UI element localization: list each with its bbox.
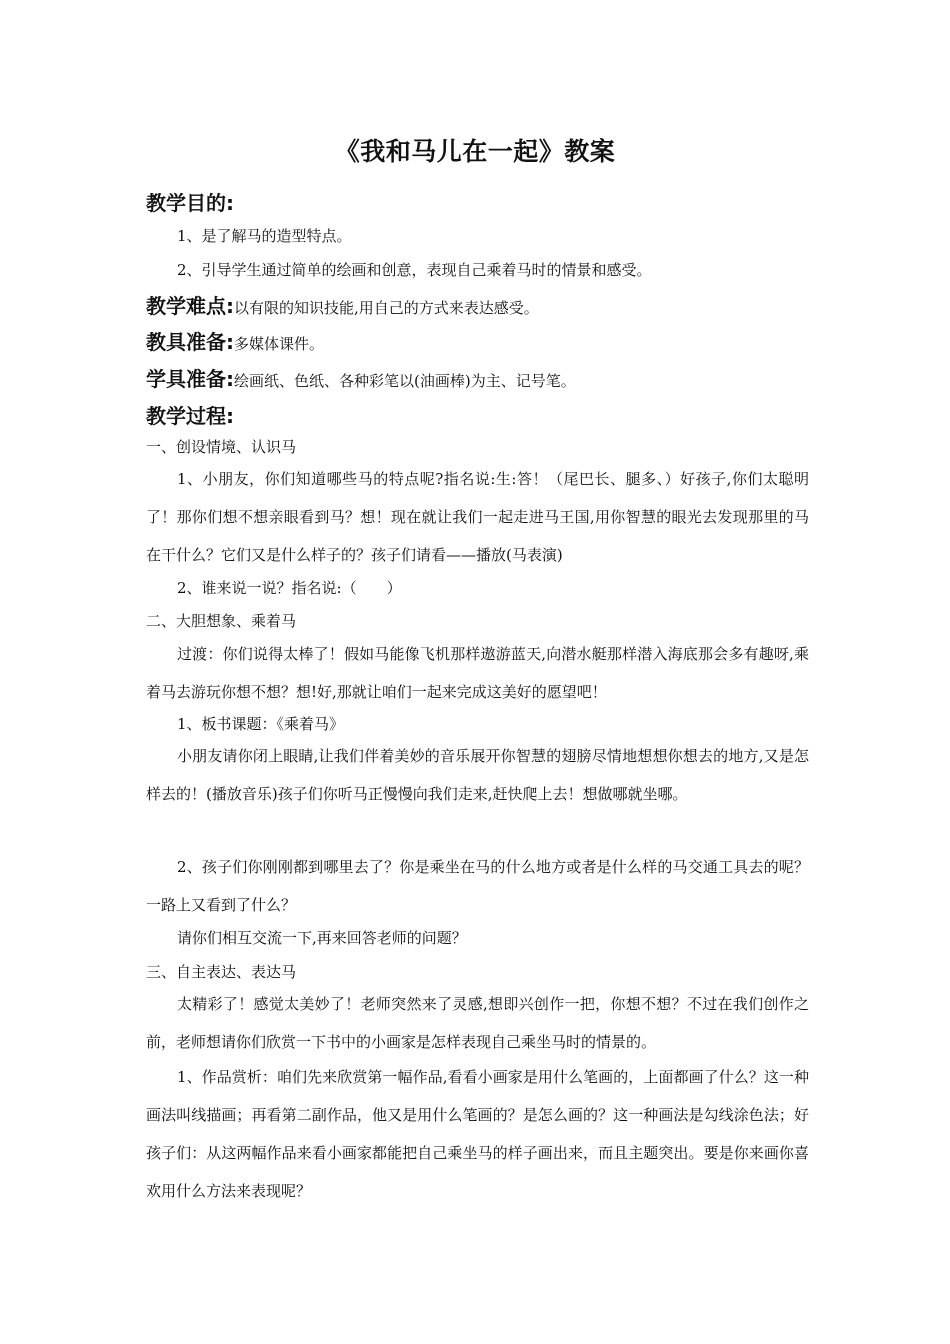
teaching-tools-row — [146, 326, 324, 355]
difficulty-row — [146, 290, 539, 319]
section-1-title: 一、创设情境、认识马 — [146, 438, 297, 456]
teaching-tools-text: 多媒体课件。 — [234, 335, 325, 353]
section-2-title: 二、大胆想象、乘着马 — [146, 612, 297, 630]
section-3-title: 三、自主表达、表达马 — [146, 963, 297, 981]
document-title: 《我和马儿在一起》教案 — [334, 137, 616, 166]
section-2-paragraph-2: 1、板书课题：《乘着马》 — [177, 715, 345, 733]
section-3-paragraph-1: 太精彩了！感觉太美妙了！老师突然来了灵感,想即兴创作一把，你想不想？不过在我们创作之前，老师想请你们欣赏一下书中的小画家是怎样表现自己乘坐马时的情景的。 — [146, 995, 809, 1051]
objective-item-2: 2、引导学生通过简单的绘画和创意，表现自己乘着马时的情景和感受。 — [177, 261, 652, 279]
section-2-paragraph-5: 请你们相互交流一下,再来回答老师的问题？ — [177, 929, 467, 947]
section-2-paragraph-1: 过渡：你们说得太棒了！假如马能像飞机那样遨游蓝天,向潜水艇那样潜入海底那会多有趣呀,乘着马去游玩你想不想？想!好,那就让咱们一起来完成这美好的愿望吧！ — [146, 645, 809, 701]
objectives-heading: 教学目的: — [146, 191, 234, 215]
student-tools-label: 学具准备: — [146, 367, 234, 391]
section-2-paragraph-3: 小朋友请你闭上眼睛,让我们伴着美妙的音乐展开你智慧的翅膀尽情地想想你想去的地方,又是怎样去的！(播放音乐)孩子们你听马正慢慢向我们走来,赶快爬上去！想做哪就坐哪。 — [146, 747, 809, 803]
section-1-paragraph-1: 1、小朋友，你们知道哪些马的特点呢?指名说:生:答！（尾巴长、腿多、）好孩子,你们太聪明了！那你们想不想亲眼看到马？想！现在就让我们一起走进马王国,用你智慧的眼光去发现那里的马在干什么？它们又是什么样子的？孩子们请看——播放(马表演) — [146, 470, 809, 564]
student-tools-text: 绘画纸、色纸、各种彩笔以(油画棒)为主、记号笔。 — [234, 372, 576, 390]
difficulty-label: 教学难点: — [146, 294, 234, 318]
teaching-tools-label: 教具准备: — [146, 330, 234, 354]
process-heading: 教学过程: — [146, 404, 234, 428]
difficulty-text: 以有限的知识技能,用自己的方式来表达感受。 — [234, 299, 539, 317]
section-2-paragraph-4: 2、孩子们你刚刚都到哪里去了？你是乘坐在马的什么地方或者是什么样的马交通工具去的呢？一路上又看到了什么？ — [146, 858, 809, 914]
section-3-paragraph-2: 1、作品赏析：咱们先来欣赏第一幅作品,看看小画家是用什么笔画的，上面都画了什么？这一种画法叫线描画；再看第二副作品，他又是用什么笔画的？是怎么画的？这一种画法是勾线涂色法；好孩子们：从这两幅作品来看小画家都能把自己乘坐马的样子画出来，而且主题突出。要是你来画你喜欢用什么方法来表现呢？ — [146, 1068, 809, 1200]
section-1-paragraph-2: 2、谁来说一说？指名说:（ ） — [177, 579, 402, 597]
objective-item-1: 1、是了解马的造型特点。 — [177, 227, 352, 245]
student-tools-row — [146, 363, 576, 392]
